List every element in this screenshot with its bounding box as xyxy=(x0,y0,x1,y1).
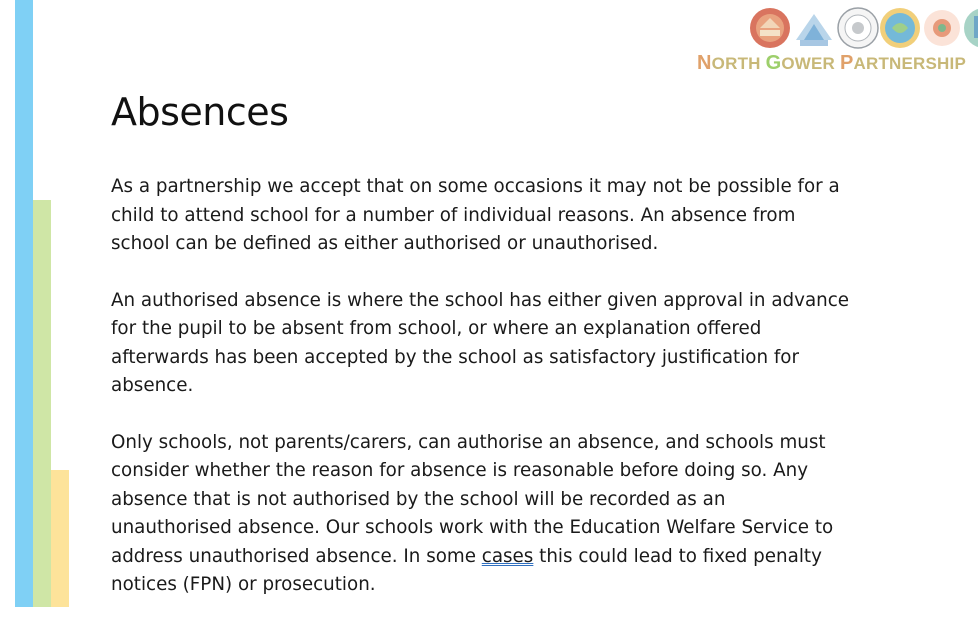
text-line: Only schools, not parents/carers, can authorise an absence, and schools must xyxy=(111,431,826,453)
text-line: for the pupil to be absent from school, or where an explanation offered xyxy=(111,318,762,339)
school-logos-row xyxy=(696,6,966,50)
text-line: consider whether the reason for absence is reasonable before doing so. Any xyxy=(111,460,809,481)
circular-school-seal-icon xyxy=(836,6,880,50)
text-line: absence that is not authorised by the school will be recorded as an xyxy=(111,488,726,510)
text-line: unauthorised absence. Our schools work with the Education Welfare Service to xyxy=(111,517,834,538)
body-text xyxy=(111,173,871,628)
partnership-name-ower: OWER xyxy=(781,54,840,73)
partnership-name xyxy=(696,52,966,75)
accent-bar-blue xyxy=(15,0,33,607)
paragraph-authorised xyxy=(111,287,871,401)
castle-crest-icon xyxy=(962,6,978,50)
text-line: As a partnership we accept that on some occasions it may not be possible for a xyxy=(111,176,840,197)
page-title: Absences xyxy=(111,90,289,134)
partnership-logo-block xyxy=(696,6,966,76)
text-line: absence. xyxy=(111,375,194,396)
partnership-name-artnership: ARTNERSHIP xyxy=(853,54,966,73)
cases-link[interactable]: cases xyxy=(481,545,534,567)
partnership-name-orth: ORTH xyxy=(711,54,766,73)
school-crest-red-icon xyxy=(748,6,792,50)
sunburst-school-icon xyxy=(920,6,964,50)
text-segment: this could lead to fixed penalty xyxy=(533,545,822,567)
partnership-name-n: N xyxy=(697,52,712,74)
text-line: An authorised absence is where the school has either given approval in advance xyxy=(111,289,850,311)
partnership-name-p: P xyxy=(839,52,854,74)
partnership-name-g: G xyxy=(765,52,782,74)
paragraph-unauthorised xyxy=(111,429,871,600)
text-line: afterwards has been accepted by the school as satisfactory justification for xyxy=(111,346,800,368)
accent-bar-yellow xyxy=(51,470,69,607)
text-line xyxy=(111,543,871,572)
round-globe-school-icon xyxy=(878,6,922,50)
paragraph-intro xyxy=(111,173,871,259)
text-segment: address unauthorised absence. In some xyxy=(111,545,482,567)
text-line: school can be defined as either authorised or unauthorised. xyxy=(111,233,659,254)
accent-bar-green xyxy=(33,200,51,607)
text-line: child to attend school for a number of individual reasons. An absence from xyxy=(111,204,796,226)
text-line: notices (FPN) or prosecution. xyxy=(111,574,376,595)
primary-school-mountain-icon xyxy=(792,6,836,50)
